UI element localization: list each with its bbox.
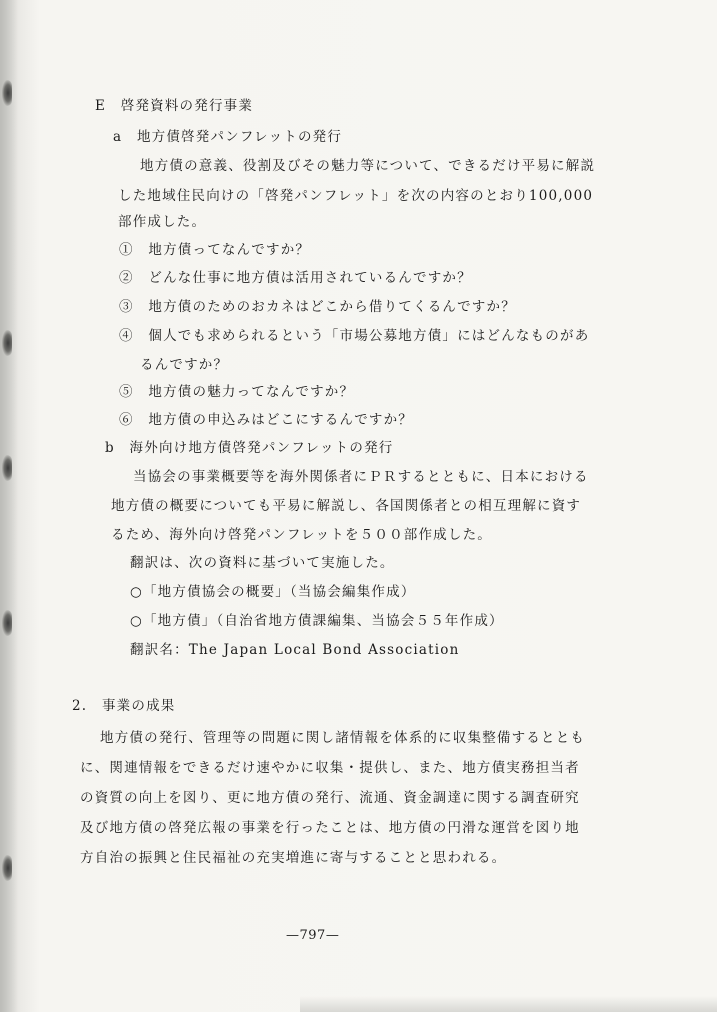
list-item-continuation: るんですか？ xyxy=(140,357,229,373)
section-2-paragraph-line: 地方債の発行、管理等の問題に関し諸情報を体系的に収集整備するととも xyxy=(100,730,586,746)
punch-hole xyxy=(2,330,12,356)
sub-a-paragraph-line: 地方債の意義、役割及びその魅力等について、できるだけ平易に解説 xyxy=(140,158,596,174)
sub-a-paragraph-line: した地域住民向けの「啓発パンフレット」を次の内容のとおり100,000 xyxy=(118,188,594,204)
list-item: ⑥ 地方債の申込みはどこにするんですか？ xyxy=(119,412,413,428)
sub-b-paragraph-line: るため、海外向け啓発パンフレットを５００部作成した。 xyxy=(111,527,492,543)
section-2-paragraph-line: に、関連情報をできるだけ速やかに収集・提供し、また、地方債実務担当者 xyxy=(80,760,580,776)
page-edge-shadow xyxy=(300,996,717,1012)
page-number: —797— xyxy=(286,928,340,943)
punch-hole xyxy=(2,80,12,106)
sub-a-paragraph-line: 部作成した。 xyxy=(118,214,207,230)
source-item: ○「地方債協会の概要」（当協会編集作成） xyxy=(130,584,416,600)
section-2-paragraph-line: の資質の向上を図り、更に地方債の発行、流通、資金調達に関する調査研究 xyxy=(80,790,580,806)
sub-a-heading: a 地方債啓発パンフレットの発行 xyxy=(113,129,343,145)
source-item: ○「地方債」（自治省地方債課編集、当協会５５年作成） xyxy=(130,613,504,629)
list-item: ③ 地方債のためのおカネはどこから借りてくるんですか？ xyxy=(119,299,516,315)
punch-hole xyxy=(2,455,12,481)
section-e-heading: E 啓発資料の発行事業 xyxy=(95,98,254,114)
list-item: ① 地方債ってなんですか？ xyxy=(119,242,311,258)
punch-hole xyxy=(2,855,12,881)
list-item: ④ 個人でも求められるという「市場公募地方債」にはどんなものがあ xyxy=(119,328,590,344)
section-2-paragraph-line: 及び地方債の啓発広報の事業を行ったことは、地方債の円滑な運営を図り地 xyxy=(80,820,580,836)
section-2-paragraph-line: 方自治の振興と住民福祉の充実増進に寄与することと思われる。 xyxy=(80,850,507,866)
list-item: ⑤ 地方債の魅力ってなんですか？ xyxy=(119,384,355,400)
punch-hole xyxy=(2,610,12,636)
translation-name: 翻訳名：The Japan Local Bond Association xyxy=(130,642,460,658)
translation-note: 翻訳は、次の資料に基づいて実施した。 xyxy=(130,555,395,571)
sub-b-paragraph-line: 当協会の事業概要等を海外関係者にＰＲするとともに、日本における xyxy=(133,469,589,485)
sub-b-paragraph-line: 地方債の概要についても平易に解説し、各国関係者との相互理解に資す xyxy=(111,498,582,514)
list-item: ② どんな仕事に地方債は活用されているんですか？ xyxy=(119,270,472,286)
sub-b-heading: b 海外向け地方債啓発パンフレットの発行 xyxy=(105,440,394,456)
section-2-heading: 2. 事業の成果 xyxy=(72,698,176,714)
